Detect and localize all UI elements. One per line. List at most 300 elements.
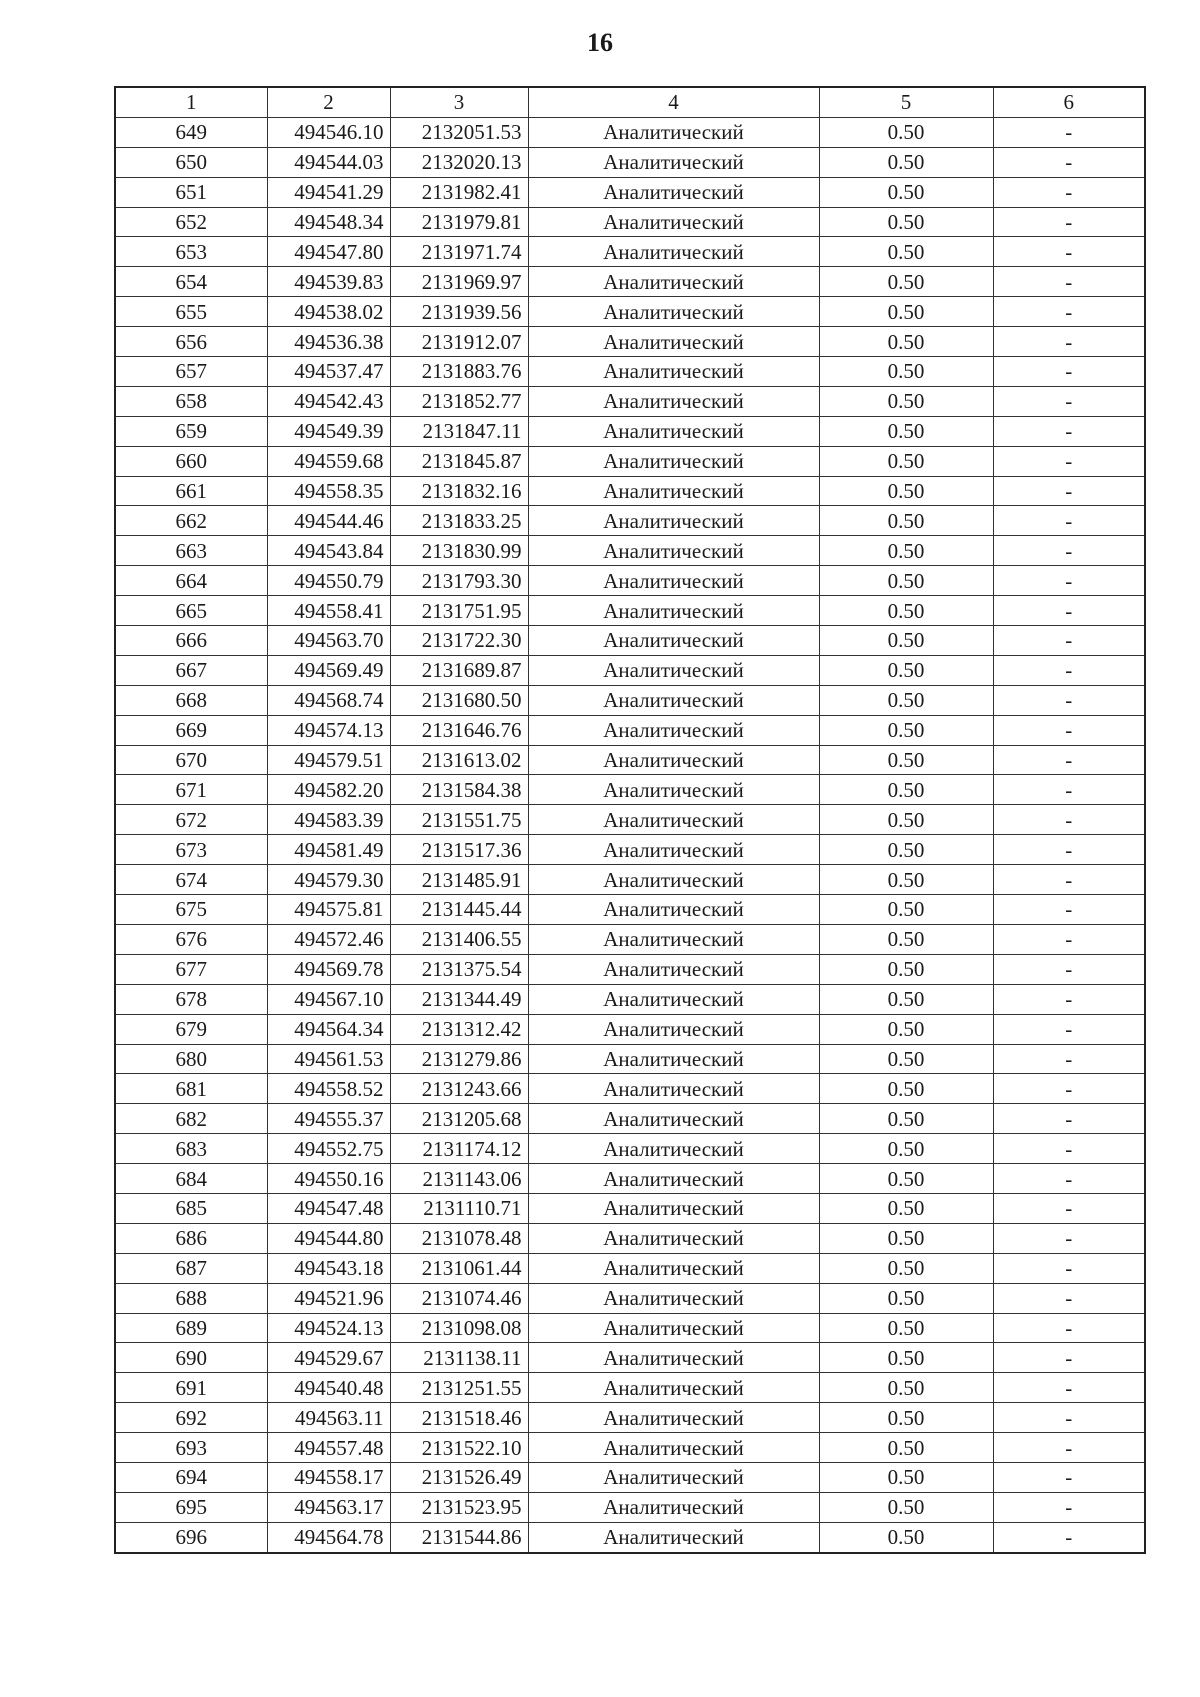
cell-coordinate-y: 2131969.97 xyxy=(390,267,528,297)
cell-note: - xyxy=(993,1522,1145,1552)
cell-accuracy: 0.50 xyxy=(819,177,993,207)
cell-method: Аналитический xyxy=(528,207,819,237)
cell-coordinate-y: 2131517.36 xyxy=(390,835,528,865)
cell-point-number: 657 xyxy=(115,357,267,387)
cell-method: Аналитический xyxy=(528,1403,819,1433)
cell-coordinate-x: 494574.13 xyxy=(267,715,390,745)
cell-accuracy: 0.50 xyxy=(819,835,993,865)
cell-coordinate-x: 494575.81 xyxy=(267,895,390,925)
cell-note: - xyxy=(993,327,1145,357)
cell-coordinate-y: 2131526.49 xyxy=(390,1462,528,1492)
cell-note: - xyxy=(993,117,1145,147)
cell-point-number: 682 xyxy=(115,1104,267,1134)
cell-accuracy: 0.50 xyxy=(819,386,993,416)
cell-accuracy: 0.50 xyxy=(819,1044,993,1074)
cell-note: - xyxy=(993,1313,1145,1343)
table-row xyxy=(115,1343,1145,1373)
cell-coordinate-x: 494564.34 xyxy=(267,1014,390,1044)
cell-coordinate-y: 2131344.49 xyxy=(390,984,528,1014)
cell-coordinate-y: 2131847.11 xyxy=(390,416,528,446)
cell-note: - xyxy=(993,566,1145,596)
cell-note: - xyxy=(993,924,1145,954)
cell-coordinate-x: 494561.53 xyxy=(267,1044,390,1074)
cell-accuracy: 0.50 xyxy=(819,1164,993,1194)
cell-coordinate-x: 494543.18 xyxy=(267,1253,390,1283)
table-row xyxy=(115,1044,1145,1074)
cell-accuracy: 0.50 xyxy=(819,1313,993,1343)
cell-method: Аналитический xyxy=(528,745,819,775)
cell-method: Аналитический xyxy=(528,626,819,656)
cell-point-number: 669 xyxy=(115,715,267,745)
cell-note: - xyxy=(993,775,1145,805)
cell-coordinate-x: 494558.35 xyxy=(267,476,390,506)
cell-coordinate-x: 494546.10 xyxy=(267,117,390,147)
cell-coordinate-x: 494547.80 xyxy=(267,237,390,267)
cell-note: - xyxy=(993,984,1145,1014)
table-row xyxy=(115,596,1145,626)
cell-method: Аналитический xyxy=(528,1164,819,1194)
table-body xyxy=(115,117,1145,1552)
cell-coordinate-x: 494529.67 xyxy=(267,1343,390,1373)
cell-coordinate-y: 2131939.56 xyxy=(390,297,528,327)
cell-coordinate-y: 2131722.30 xyxy=(390,626,528,656)
page-number: 16 xyxy=(587,28,613,57)
table-row xyxy=(115,1433,1145,1463)
cell-coordinate-x: 494544.46 xyxy=(267,506,390,536)
cell-coordinate-y: 2131832.16 xyxy=(390,476,528,506)
cell-coordinate-y: 2131074.46 xyxy=(390,1283,528,1313)
cell-note: - xyxy=(993,745,1145,775)
cell-point-number: 689 xyxy=(115,1313,267,1343)
cell-coordinate-x: 494537.47 xyxy=(267,357,390,387)
cell-point-number: 696 xyxy=(115,1522,267,1552)
cell-accuracy: 0.50 xyxy=(819,685,993,715)
cell-coordinate-x: 494542.43 xyxy=(267,386,390,416)
table-row xyxy=(115,775,1145,805)
cell-method: Аналитический xyxy=(528,1134,819,1164)
cell-coordinate-y: 2131143.06 xyxy=(390,1164,528,1194)
cell-coordinate-y: 2131375.54 xyxy=(390,954,528,984)
column-header-6: 6 xyxy=(993,87,1145,117)
column-header-3: 3 xyxy=(390,87,528,117)
cell-point-number: 683 xyxy=(115,1134,267,1164)
cell-coordinate-x: 494539.83 xyxy=(267,267,390,297)
cell-note: - xyxy=(993,1403,1145,1433)
coordinates-table xyxy=(114,86,1146,1554)
cell-coordinate-x: 494544.80 xyxy=(267,1223,390,1253)
cell-accuracy: 0.50 xyxy=(819,1193,993,1223)
cell-method: Аналитический xyxy=(528,147,819,177)
cell-accuracy: 0.50 xyxy=(819,1104,993,1134)
cell-note: - xyxy=(993,1223,1145,1253)
cell-coordinate-x: 494558.17 xyxy=(267,1462,390,1492)
cell-accuracy: 0.50 xyxy=(819,1014,993,1044)
cell-method: Аналитический xyxy=(528,177,819,207)
cell-note: - xyxy=(993,655,1145,685)
table-row xyxy=(115,267,1145,297)
table-row xyxy=(115,237,1145,267)
cell-note: - xyxy=(993,1074,1145,1104)
cell-method: Аналитический xyxy=(528,1223,819,1253)
cell-point-number: 673 xyxy=(115,835,267,865)
cell-note: - xyxy=(993,1014,1145,1044)
cell-method: Аналитический xyxy=(528,327,819,357)
table-row xyxy=(115,954,1145,984)
cell-accuracy: 0.50 xyxy=(819,536,993,566)
cell-point-number: 663 xyxy=(115,536,267,566)
cell-coordinate-x: 494555.37 xyxy=(267,1104,390,1134)
cell-note: - xyxy=(993,805,1145,835)
cell-accuracy: 0.50 xyxy=(819,327,993,357)
cell-accuracy: 0.50 xyxy=(819,954,993,984)
cell-coordinate-x: 494548.34 xyxy=(267,207,390,237)
column-header-4: 4 xyxy=(528,87,819,117)
cell-coordinate-x: 494568.74 xyxy=(267,685,390,715)
cell-point-number: 686 xyxy=(115,1223,267,1253)
cell-accuracy: 0.50 xyxy=(819,865,993,895)
cell-point-number: 692 xyxy=(115,1403,267,1433)
table-row xyxy=(115,1283,1145,1313)
cell-point-number: 652 xyxy=(115,207,267,237)
cell-accuracy: 0.50 xyxy=(819,655,993,685)
cell-point-number: 655 xyxy=(115,297,267,327)
cell-note: - xyxy=(993,386,1145,416)
cell-coordinate-x: 494559.68 xyxy=(267,446,390,476)
cell-coordinate-x: 494538.02 xyxy=(267,297,390,327)
cell-point-number: 672 xyxy=(115,805,267,835)
cell-method: Аналитический xyxy=(528,536,819,566)
cell-accuracy: 0.50 xyxy=(819,775,993,805)
cell-method: Аналитический xyxy=(528,1313,819,1343)
cell-accuracy: 0.50 xyxy=(819,237,993,267)
cell-point-number: 649 xyxy=(115,117,267,147)
cell-note: - xyxy=(993,207,1145,237)
cell-accuracy: 0.50 xyxy=(819,1492,993,1522)
cell-coordinate-y: 2131061.44 xyxy=(390,1253,528,1283)
cell-coordinate-y: 2131174.12 xyxy=(390,1134,528,1164)
table-row xyxy=(115,715,1145,745)
cell-note: - xyxy=(993,147,1145,177)
cell-point-number: 659 xyxy=(115,416,267,446)
cell-accuracy: 0.50 xyxy=(819,626,993,656)
table-row xyxy=(115,536,1145,566)
cell-coordinate-x: 494557.48 xyxy=(267,1433,390,1463)
table-row xyxy=(115,1492,1145,1522)
cell-coordinate-y: 2131279.86 xyxy=(390,1044,528,1074)
cell-coordinate-y: 2131078.48 xyxy=(390,1223,528,1253)
cell-note: - xyxy=(993,267,1145,297)
cell-point-number: 666 xyxy=(115,626,267,656)
cell-coordinate-y: 2131971.74 xyxy=(390,237,528,267)
cell-method: Аналитический xyxy=(528,1253,819,1283)
table-row xyxy=(115,1074,1145,1104)
cell-method: Аналитический xyxy=(528,446,819,476)
cell-accuracy: 0.50 xyxy=(819,357,993,387)
cell-note: - xyxy=(993,237,1145,267)
cell-accuracy: 0.50 xyxy=(819,476,993,506)
cell-coordinate-y: 2132051.53 xyxy=(390,117,528,147)
cell-coordinate-x: 494540.48 xyxy=(267,1373,390,1403)
cell-accuracy: 0.50 xyxy=(819,1223,993,1253)
cell-method: Аналитический xyxy=(528,1104,819,1134)
table-row xyxy=(115,386,1145,416)
cell-coordinate-y: 2131982.41 xyxy=(390,177,528,207)
cell-coordinate-y: 2131646.76 xyxy=(390,715,528,745)
table-row xyxy=(115,895,1145,925)
cell-point-number: 661 xyxy=(115,476,267,506)
cell-accuracy: 0.50 xyxy=(819,1433,993,1463)
table-header-row xyxy=(115,87,1145,117)
cell-coordinate-y: 2131485.91 xyxy=(390,865,528,895)
cell-accuracy: 0.50 xyxy=(819,805,993,835)
cell-note: - xyxy=(993,177,1145,207)
cell-coordinate-x: 494541.29 xyxy=(267,177,390,207)
cell-coordinate-y: 2131584.38 xyxy=(390,775,528,805)
table-row xyxy=(115,207,1145,237)
cell-accuracy: 0.50 xyxy=(819,446,993,476)
table-row xyxy=(115,1403,1145,1433)
cell-coordinate-y: 2131312.42 xyxy=(390,1014,528,1044)
column-header-5: 5 xyxy=(819,87,993,117)
cell-method: Аналитический xyxy=(528,1462,819,1492)
cell-point-number: 688 xyxy=(115,1283,267,1313)
cell-coordinate-y: 2131852.77 xyxy=(390,386,528,416)
table-row xyxy=(115,1522,1145,1552)
cell-point-number: 678 xyxy=(115,984,267,1014)
cell-coordinate-y: 2131518.46 xyxy=(390,1403,528,1433)
cell-coordinate-y: 2131751.95 xyxy=(390,596,528,626)
cell-note: - xyxy=(993,1283,1145,1313)
cell-coordinate-y: 2131098.08 xyxy=(390,1313,528,1343)
cell-point-number: 675 xyxy=(115,895,267,925)
cell-coordinate-x: 494564.78 xyxy=(267,1522,390,1552)
cell-coordinate-x: 494547.48 xyxy=(267,1193,390,1223)
table-row xyxy=(115,147,1145,177)
cell-coordinate-x: 494550.16 xyxy=(267,1164,390,1194)
cell-point-number: 684 xyxy=(115,1164,267,1194)
cell-accuracy: 0.50 xyxy=(819,566,993,596)
cell-method: Аналитический xyxy=(528,386,819,416)
table-row xyxy=(115,117,1145,147)
cell-method: Аналитический xyxy=(528,1433,819,1463)
cell-coordinate-x: 494558.52 xyxy=(267,1074,390,1104)
table-row xyxy=(115,626,1145,656)
cell-accuracy: 0.50 xyxy=(819,745,993,775)
cell-point-number: 670 xyxy=(115,745,267,775)
cell-point-number: 674 xyxy=(115,865,267,895)
cell-coordinate-x: 494572.46 xyxy=(267,924,390,954)
cell-point-number: 691 xyxy=(115,1373,267,1403)
cell-point-number: 690 xyxy=(115,1343,267,1373)
cell-accuracy: 0.50 xyxy=(819,1343,993,1373)
cell-coordinate-y: 2131522.10 xyxy=(390,1433,528,1463)
cell-note: - xyxy=(993,506,1145,536)
cell-method: Аналитический xyxy=(528,1343,819,1373)
cell-note: - xyxy=(993,1462,1145,1492)
table-row xyxy=(115,506,1145,536)
cell-coordinate-x: 494569.49 xyxy=(267,655,390,685)
cell-note: - xyxy=(993,297,1145,327)
cell-method: Аналитический xyxy=(528,685,819,715)
cell-method: Аналитический xyxy=(528,655,819,685)
cell-note: - xyxy=(993,865,1145,895)
cell-method: Аналитический xyxy=(528,984,819,1014)
cell-accuracy: 0.50 xyxy=(819,416,993,446)
cell-accuracy: 0.50 xyxy=(819,895,993,925)
cell-coordinate-y: 2131110.71 xyxy=(390,1193,528,1223)
table-row xyxy=(115,357,1145,387)
cell-note: - xyxy=(993,476,1145,506)
cell-point-number: 676 xyxy=(115,924,267,954)
cell-method: Аналитический xyxy=(528,1373,819,1403)
table-row xyxy=(115,865,1145,895)
cell-accuracy: 0.50 xyxy=(819,1283,993,1313)
cell-coordinate-x: 494582.20 xyxy=(267,775,390,805)
cell-coordinate-y: 2131523.95 xyxy=(390,1492,528,1522)
cell-method: Аналитический xyxy=(528,297,819,327)
table-row xyxy=(115,446,1145,476)
cell-method: Аналитический xyxy=(528,117,819,147)
table-row xyxy=(115,476,1145,506)
table-row xyxy=(115,1313,1145,1343)
table-row xyxy=(115,297,1145,327)
table-row xyxy=(115,1223,1145,1253)
cell-note: - xyxy=(993,1193,1145,1223)
cell-coordinate-y: 2131680.50 xyxy=(390,685,528,715)
cell-coordinate-y: 2131793.30 xyxy=(390,566,528,596)
cell-method: Аналитический xyxy=(528,506,819,536)
table-row xyxy=(115,566,1145,596)
cell-accuracy: 0.50 xyxy=(819,267,993,297)
cell-note: - xyxy=(993,446,1145,476)
cell-method: Аналитический xyxy=(528,416,819,446)
cell-point-number: 653 xyxy=(115,237,267,267)
cell-point-number: 654 xyxy=(115,267,267,297)
cell-note: - xyxy=(993,685,1145,715)
cell-coordinate-x: 494569.78 xyxy=(267,954,390,984)
cell-coordinate-y: 2131406.55 xyxy=(390,924,528,954)
cell-coordinate-x: 494563.17 xyxy=(267,1492,390,1522)
cell-point-number: 658 xyxy=(115,386,267,416)
table-row xyxy=(115,177,1145,207)
cell-accuracy: 0.50 xyxy=(819,1134,993,1164)
cell-accuracy: 0.50 xyxy=(819,596,993,626)
cell-method: Аналитический xyxy=(528,1074,819,1104)
cell-coordinate-x: 494558.41 xyxy=(267,596,390,626)
cell-point-number: 681 xyxy=(115,1074,267,1104)
cell-point-number: 694 xyxy=(115,1462,267,1492)
cell-point-number: 667 xyxy=(115,655,267,685)
cell-coordinate-y: 2131544.86 xyxy=(390,1522,528,1552)
cell-point-number: 685 xyxy=(115,1193,267,1223)
cell-coordinate-x: 494549.39 xyxy=(267,416,390,446)
cell-point-number: 687 xyxy=(115,1253,267,1283)
table-row xyxy=(115,1193,1145,1223)
cell-coordinate-x: 494563.11 xyxy=(267,1403,390,1433)
cell-method: Аналитический xyxy=(528,775,819,805)
cell-coordinate-y: 2131845.87 xyxy=(390,446,528,476)
cell-accuracy: 0.50 xyxy=(819,297,993,327)
cell-point-number: 665 xyxy=(115,596,267,626)
cell-note: - xyxy=(993,1492,1145,1522)
cell-method: Аналитический xyxy=(528,1283,819,1313)
cell-point-number: 664 xyxy=(115,566,267,596)
cell-coordinate-y: 2131445.44 xyxy=(390,895,528,925)
cell-method: Аналитический xyxy=(528,865,819,895)
cell-accuracy: 0.50 xyxy=(819,1462,993,1492)
cell-coordinate-y: 2131251.55 xyxy=(390,1373,528,1403)
cell-coordinate-x: 494552.75 xyxy=(267,1134,390,1164)
cell-method: Аналитический xyxy=(528,805,819,835)
cell-accuracy: 0.50 xyxy=(819,147,993,177)
cell-note: - xyxy=(993,715,1145,745)
cell-coordinate-x: 494536.38 xyxy=(267,327,390,357)
cell-note: - xyxy=(993,835,1145,865)
cell-accuracy: 0.50 xyxy=(819,715,993,745)
cell-note: - xyxy=(993,416,1145,446)
cell-point-number: 650 xyxy=(115,147,267,177)
table-row xyxy=(115,1014,1145,1044)
cell-method: Аналитический xyxy=(528,1044,819,1074)
table-row xyxy=(115,655,1145,685)
cell-coordinate-y: 2131830.99 xyxy=(390,536,528,566)
cell-note: - xyxy=(993,626,1145,656)
cell-coordinate-x: 494567.10 xyxy=(267,984,390,1014)
cell-method: Аналитический xyxy=(528,267,819,297)
column-header-1: 1 xyxy=(115,87,267,117)
table-row xyxy=(115,1373,1145,1403)
cell-point-number: 668 xyxy=(115,685,267,715)
cell-coordinate-y: 2131912.07 xyxy=(390,327,528,357)
table-row xyxy=(115,835,1145,865)
cell-coordinate-x: 494521.96 xyxy=(267,1283,390,1313)
cell-coordinate-x: 494524.13 xyxy=(267,1313,390,1343)
cell-note: - xyxy=(993,1044,1145,1074)
cell-accuracy: 0.50 xyxy=(819,1522,993,1552)
cell-coordinate-y: 2131979.81 xyxy=(390,207,528,237)
cell-coordinate-y: 2131205.68 xyxy=(390,1104,528,1134)
cell-accuracy: 0.50 xyxy=(819,1074,993,1104)
cell-coordinate-x: 494563.70 xyxy=(267,626,390,656)
cell-method: Аналитический xyxy=(528,1014,819,1044)
cell-accuracy: 0.50 xyxy=(819,1373,993,1403)
cell-point-number: 671 xyxy=(115,775,267,805)
cell-method: Аналитический xyxy=(528,1492,819,1522)
table-row xyxy=(115,1134,1145,1164)
table-row xyxy=(115,984,1145,1014)
cell-accuracy: 0.50 xyxy=(819,117,993,147)
table-row xyxy=(115,327,1145,357)
cell-note: - xyxy=(993,357,1145,387)
cell-point-number: 662 xyxy=(115,506,267,536)
cell-coordinate-x: 494583.39 xyxy=(267,805,390,835)
cell-method: Аналитический xyxy=(528,357,819,387)
cell-coordinate-x: 494579.51 xyxy=(267,745,390,775)
cell-coordinate-y: 2131613.02 xyxy=(390,745,528,775)
cell-point-number: 695 xyxy=(115,1492,267,1522)
table-row xyxy=(115,1462,1145,1492)
cell-method: Аналитический xyxy=(528,895,819,925)
cell-method: Аналитический xyxy=(528,835,819,865)
cell-accuracy: 0.50 xyxy=(819,506,993,536)
cell-note: - xyxy=(993,1104,1145,1134)
cell-point-number: 656 xyxy=(115,327,267,357)
cell-coordinate-y: 2131689.87 xyxy=(390,655,528,685)
cell-note: - xyxy=(993,596,1145,626)
cell-point-number: 677 xyxy=(115,954,267,984)
cell-note: - xyxy=(993,1253,1145,1283)
cell-coordinate-y: 2131243.66 xyxy=(390,1074,528,1104)
